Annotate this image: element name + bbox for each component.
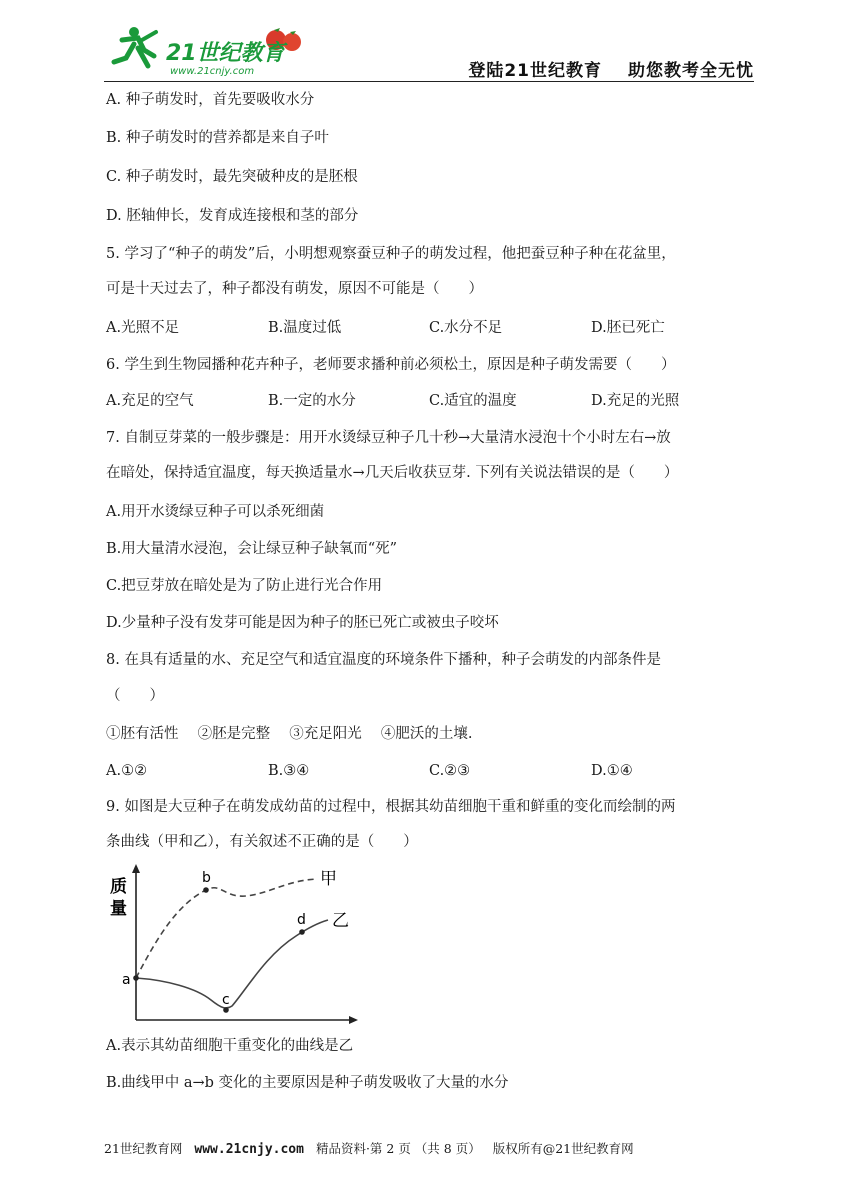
q6-stem-line1: 6. 学生到生物园播种花卉种子，老师要求播种前必须松土，原因是种子萌发需要（ ）: [106, 357, 676, 373]
curve-jia: [136, 879, 316, 978]
footer-url[interactable]: www.21cnjy.com: [194, 1142, 304, 1157]
q5-option-d: D.胚已死亡: [591, 320, 665, 336]
option-line: A. 种子萌发时，首先要吸收水分: [106, 92, 315, 108]
option-line: C. 种子萌发时，最先突破种皮的是胚根: [106, 169, 358, 185]
logo-url: www.21cnjy.com: [170, 66, 255, 77]
q8-stem-line2: （ ）: [106, 688, 164, 704]
q9-stem-line2: 条曲线（甲和乙），有关叙述不正确的是（ ）: [106, 834, 418, 850]
q8-items: ①胚有活性 ②胚是完整 ③充足阳光 ④肥沃的土壤.: [106, 726, 473, 742]
q5-option-c: C.水分不足: [429, 320, 503, 336]
page-footer: [104, 1139, 754, 1157]
q5-option-b: B.温度过低: [268, 320, 342, 336]
site-logo: [104, 22, 314, 80]
curve-yi-label: 乙: [332, 911, 349, 931]
q8-stem-line1: 8. 在具有适量的水、充足空气和适宜温度的环境条件下播种，种子会萌发的内部条件是: [106, 652, 661, 668]
curve-yi: [136, 920, 328, 1008]
footer-copyright: 版权所有@21世纪教育网: [492, 1141, 634, 1156]
slogan-right: 助您教考全无忧: [628, 61, 754, 81]
q9-option-b: B.曲线甲中 a→b 变化的主要原因是种子萌发吸收了大量的水分: [106, 1075, 509, 1091]
q7-option-a: A.用开水烫绿豆种子可以杀死细菌: [106, 504, 325, 520]
option-line: D. 胚轴伸长，发育成连接根和茎的部分: [106, 208, 359, 224]
y-axis-arrow: [132, 864, 140, 873]
q5-stem-line2: 可是十天过去了，种子都没有萌发，原因不可能是（ ）: [106, 281, 483, 297]
q8-option-d: D.①④: [591, 763, 633, 779]
logo-text: 21世纪教育: [166, 41, 285, 66]
q8-option-a: A.①②: [106, 763, 148, 779]
slogan-left: 登陆21世纪教育: [468, 61, 602, 81]
x-axis-label: [308, 1029, 340, 1030]
q5-option-a: A.光照不足: [106, 320, 180, 336]
q7-option-b: B.用大量清水浸泡，会让绿豆种子缺氧而“死”: [106, 541, 398, 557]
y-axis-label-2: 量: [110, 899, 127, 919]
q9-option-a: A.表示其幼苗细胞干重变化的曲线是乙: [106, 1038, 354, 1054]
q6-option-c: C.适宜的温度: [429, 393, 517, 409]
q7-option-d: D.少量种子没有发芽可能是因为种子的胚已死亡或被虫子咬坏: [106, 615, 499, 631]
page-header: [104, 22, 754, 82]
q7-stem-line2: 在暗处，保持适宜温度，每天换适量水→几天后收获豆芽. 下列有关说法错误的是（ ）: [106, 465, 679, 481]
y-axis-label-1: 质: [110, 877, 127, 897]
point-c-label: c: [222, 992, 230, 1008]
q8-option-b: B.③④: [268, 763, 310, 779]
q5-stem-line1: 5. 学习了“种子的萌发”后，小明想观察蚕豆种子的萌发过程，他把蚕豆种子种在花盆里，: [106, 246, 676, 262]
header-slogan: [468, 56, 754, 81]
q6-option-b: B.一定的水分: [268, 393, 356, 409]
footer-site: 21世纪教育网: [104, 1141, 183, 1156]
point-a-marker: [133, 975, 139, 981]
q6-option-d: D.充足的光照: [591, 393, 680, 409]
q7-option-c: C.把豆芽放在暗处是为了防止进行光合作用: [106, 578, 383, 594]
mass-curve-figure: [106, 860, 366, 1030]
option-line: B. 种子萌发时的营养都是来自子叶: [106, 130, 329, 146]
q9-stem-line1: 9. 如图是大豆种子在萌发成幼苗的过程中，根据其幼苗细胞干重和鲜重的变化而绘制的两: [106, 799, 676, 815]
point-b-label: b: [202, 870, 211, 886]
q6-option-a: A.充足的空气: [106, 393, 194, 409]
point-b-marker: [203, 887, 209, 893]
header-divider: [104, 81, 754, 82]
q8-option-c: C.②③: [429, 763, 471, 779]
point-c-marker: [223, 1007, 229, 1013]
point-a-label: a: [122, 972, 131, 988]
point-d-label: d: [297, 912, 306, 928]
x-axis-arrow: [349, 1016, 358, 1024]
q7-stem-line1: 7. 自制豆芽菜的一般步骤是：用开水烫绿豆种子几十秒→大量清水浸泡十个小时左右→放: [106, 430, 671, 446]
footer-page-info: 精品资料·第 2 页 （共 8 页）: [315, 1141, 481, 1156]
point-d-marker: [299, 929, 305, 935]
curve-jia-label: 甲: [320, 869, 337, 889]
